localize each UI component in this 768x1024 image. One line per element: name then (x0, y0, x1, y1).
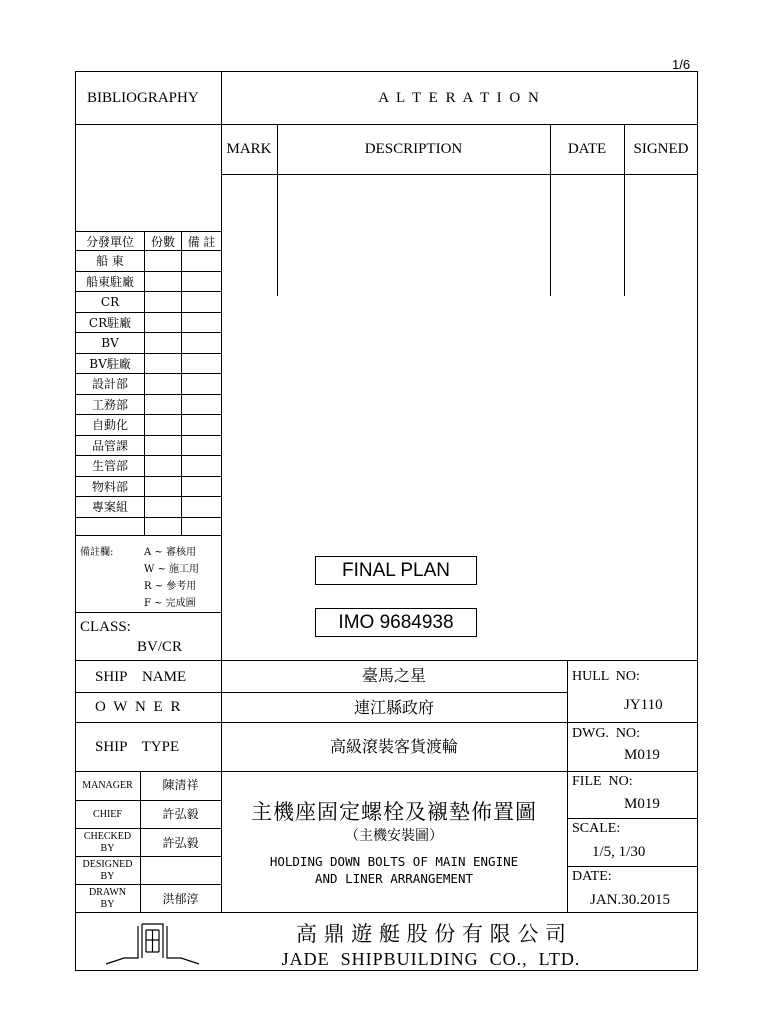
alteration-title: A L T E R A T I O N (378, 90, 541, 106)
drawing-title-en-line2: AND LINER ARRANGEMENT (314, 871, 474, 886)
date-label: DATE: (572, 869, 612, 884)
signature-name: 陳清祥 (162, 778, 199, 792)
company-name-cn: 高 鼎 遊 艇 股 份 有 限 公 司 (295, 922, 567, 946)
drawing-title-en-line1: HOLDING DOWN BOLTS OF MAIN ENGINE (269, 854, 519, 869)
signature-name: 許弘毅 (162, 836, 199, 850)
owner-value: 連江縣政府 (353, 698, 434, 717)
signature-role: DRAWN (89, 887, 126, 898)
signature-name: 洪郁淳 (162, 892, 199, 906)
dist-row-unit: 自動化 (76, 415, 145, 436)
scale-value: 1/5, 1/30 (592, 844, 646, 860)
class-value: BV/CR (137, 639, 183, 655)
dist-row-unit: 船 東 (76, 251, 145, 272)
col-description: DESCRIPTION (364, 141, 463, 157)
hull-no-value: JY110 (624, 697, 663, 713)
dist-header-copies: 份數 (145, 232, 182, 251)
distribution-table (75, 231, 222, 536)
signature-role-by: BY (100, 843, 115, 854)
final-plan-stamp: FINAL PLAN (315, 556, 477, 585)
dist-row-unit: 物料部 (76, 476, 145, 497)
dist-row-unit: 船東駐廠 (76, 271, 145, 292)
dist-row-unit: CR (76, 292, 145, 313)
col-date: DATE (567, 141, 607, 157)
company-name-en: JADE SHIPBUILDING CO., LTD. (281, 949, 581, 969)
signature-role-by: BY (100, 899, 115, 910)
signature-role: CHIEF (93, 809, 122, 820)
ship-name-label: SHIP NAME (95, 669, 187, 685)
hull-no-label: HULL NO: (572, 669, 640, 684)
col-signed: SIGNED (633, 141, 689, 157)
class-label: CLASS: (80, 619, 131, 635)
bibliography-label: BIBLIOGRAPHY (87, 90, 199, 106)
dwg-no-label: DWG. NO: (572, 726, 641, 741)
dist-row-unit: 品管課 (76, 435, 145, 456)
remarks-item: A ~ 審核用 (144, 547, 196, 558)
dist-row-unit: BV駐廠 (76, 353, 145, 374)
remarks-item: R ~ 參考用 (144, 581, 197, 592)
file-no-value: M019 (624, 796, 660, 812)
col-mark: MARK (226, 141, 272, 157)
dist-row-unit: 生管部 (76, 456, 145, 477)
dist-row-unit: CR駐廠 (76, 312, 145, 333)
dist-row-unit (76, 517, 145, 535)
file-no-label: FILE NO: (572, 774, 633, 789)
ship-type-label: SHIP TYPE (95, 739, 180, 755)
company-logo (100, 918, 205, 968)
dwg-no-value: M019 (624, 747, 660, 763)
drawing-title-cn: 主機座固定螺栓及襯墊佈置圖 (251, 800, 537, 824)
signature-name: 許弘毅 (162, 807, 199, 821)
dist-row-unit: 工務部 (76, 394, 145, 415)
remarks-label: 備註欄: (80, 547, 114, 558)
signature-role: MANAGER (82, 780, 133, 791)
remarks-item: W ~ 施工用 (144, 564, 200, 575)
ship-type-value: 高級滾裝客貨渡輪 (329, 737, 458, 756)
dist-row-unit: BV (76, 333, 145, 354)
imo-stamp: IMO 9684938 (315, 608, 477, 637)
date-value: JAN.30.2015 (590, 892, 671, 908)
remarks-item: F ~ 完成圖 (144, 598, 196, 609)
page-number: 1/6 (672, 57, 691, 72)
dist-row-unit: 設計部 (76, 374, 145, 395)
dist-row-unit: 專案組 (76, 497, 145, 518)
drawing-subtitle-cn: （主機安裝圖） (345, 828, 443, 844)
owner-label: O W N E R (95, 699, 183, 715)
signature-role-by: BY (100, 871, 115, 882)
dist-header-remark: 備 註 (182, 232, 222, 251)
signature-role: CHECKED (83, 831, 132, 842)
ship-name-value: 臺馬之星 (361, 666, 426, 685)
signature-role: DESIGNED (82, 859, 133, 870)
dist-header-unit: 分發單位 (76, 232, 145, 251)
scale-label: SCALE: (572, 821, 621, 836)
